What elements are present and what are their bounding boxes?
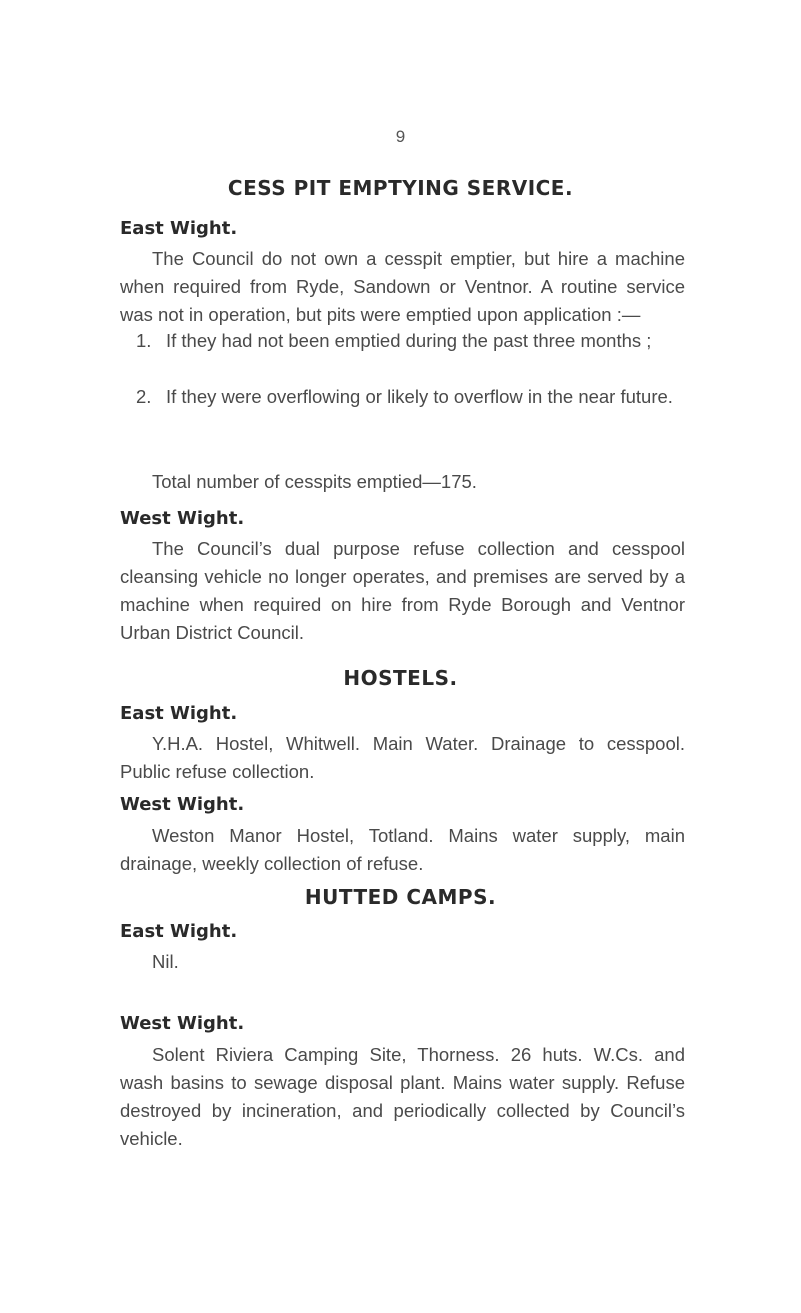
hutted-east-heading: East Wight.: [120, 921, 238, 942]
hutted-east-text: Nil.: [152, 951, 179, 972]
hostels-west-text: Weston Manor Hostel, Totland. Mains water supply, main drainage, weekly collection of refuse.: [120, 825, 685, 874]
list-item: [136, 327, 685, 355]
hutted-west-heading: West Wight.: [120, 1013, 245, 1034]
cesspit-east-intro: The Council do not own a cesspit emptier, but hire a machine when required from Ryde, Sandown or Ventnor. A routine service was not in operation, but pits were emptied upon application :—: [120, 248, 685, 325]
cesspit-east-heading: East Wight.: [120, 218, 238, 239]
hostels-east-heading: East Wight.: [120, 703, 238, 724]
hutted-west-text: Solent Riviera Camping Site, Thorness. 26 huts. W.Cs. and wash basins to sewage disposal plant. Mains water supply. Refuse destroyed by incineration, and periodically collected by Council’s vehicle.: [120, 1044, 685, 1149]
hostels-east-text: Y.H.A. Hostel, Whitwell. Main Water. Drainage to cesspool. Public refuse collection.: [120, 733, 685, 782]
list-item-number: 2.: [136, 386, 152, 407]
cesspit-east-total: Total number of cesspits emptied—175.: [152, 471, 477, 492]
cesspit-west-text: The Council’s dual purpose refuse collection and cesspool cleansing vehicle no longer operates, and premises are served by a machine when required on hire from Ryde Borough and Ventnor Urban District Council.: [120, 538, 685, 643]
list-item-number: 1.: [136, 330, 152, 351]
hostels-section-title: HOSTELS.: [343, 666, 458, 690]
cesspit-west-heading: West Wight.: [120, 508, 245, 529]
list-item: [136, 383, 685, 411]
list-item-text: If they had not been emptied during the past three months ;: [166, 330, 652, 351]
hostels-west-heading: West Wight.: [120, 794, 245, 815]
page-number: 9: [395, 127, 406, 146]
cesspit-section-title: CESS PIT EMPTYING SERVICE.: [227, 176, 574, 200]
list-item-text: If they were overflowing or likely to overflow in the near future.: [166, 386, 673, 407]
hutted-camps-section-title: HUTTED CAMPS.: [304, 885, 497, 909]
